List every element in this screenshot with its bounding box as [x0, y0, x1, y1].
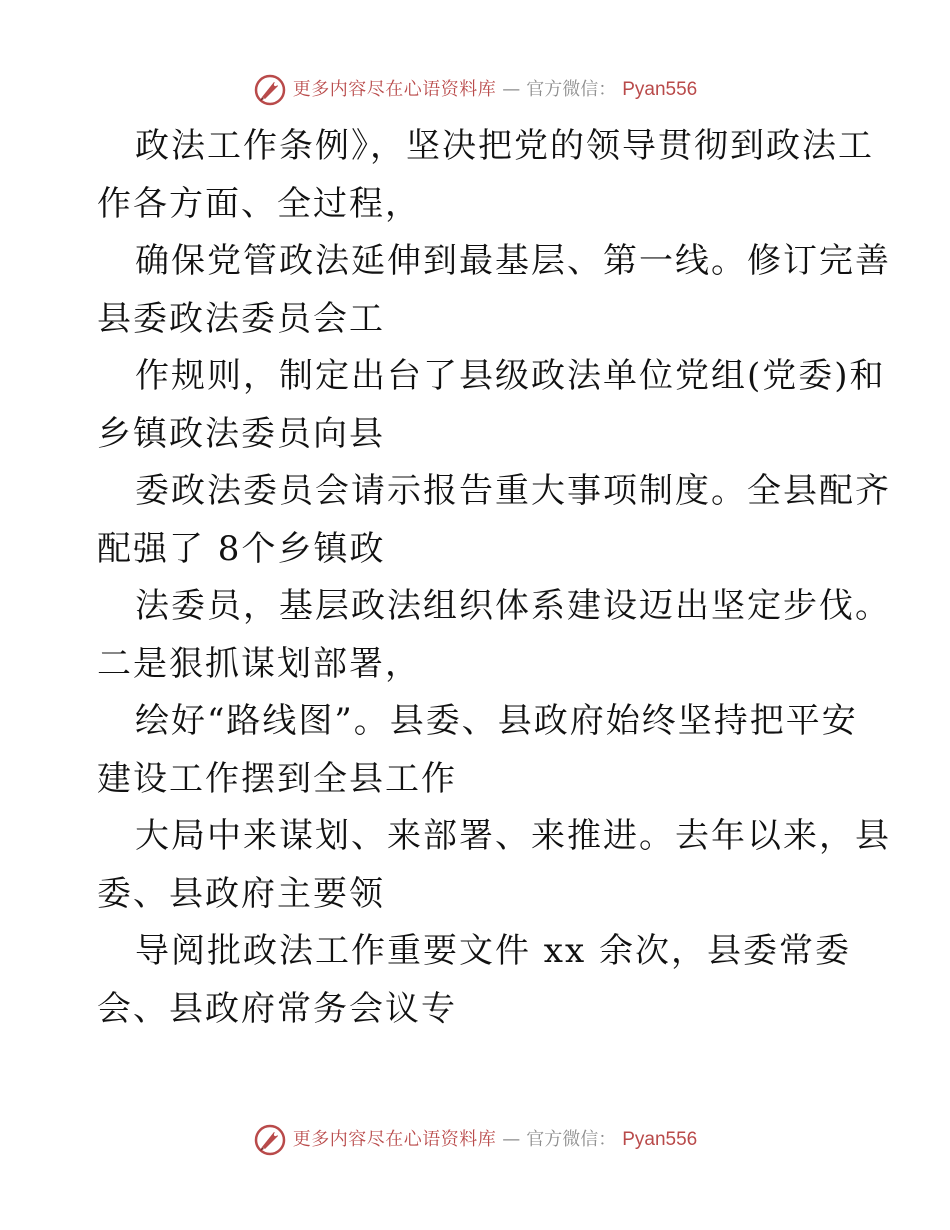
body-line: 确保党管政法延伸到最基层、第一线。修订完善 — [135, 241, 891, 281]
header-banner — [0, 70, 950, 110]
body-line: 作各方面、全过程， — [97, 183, 421, 224]
body-line: 作规则，制定出台了县级政法单位党组(党委)和 — [135, 356, 886, 396]
document-body — [97, 118, 891, 1038]
banner-wechat-id: Pyan556 — [622, 1129, 698, 1150]
body-line: 导阅批政法工作重要文件 xx 余次，县委常委 — [135, 931, 851, 971]
body-line: 绘好“路线图”。县委、县政府始终坚持把平安 — [135, 701, 858, 741]
body-line: 二是狠抓谋划部署， — [97, 643, 421, 684]
pen-nib-logo-icon — [253, 1123, 287, 1157]
banner-wechat-label: 官方微信： — [526, 79, 617, 100]
banner-separator: — — [502, 1129, 521, 1150]
banner-main-text: 更多内容尽在心语资料库 — [292, 79, 497, 100]
body-line: 会、县政府常务会议专 — [97, 988, 457, 1029]
footer-banner — [0, 1120, 950, 1160]
body-line: 大局中来谋划、来部署、来推进。去年以来，县 — [135, 816, 891, 856]
pen-nib-logo-icon — [253, 73, 287, 107]
body-line: 县委政法委员会工 — [97, 298, 385, 339]
body-line: 乡镇政法委员向县 — [97, 413, 385, 454]
body-line: 建设工作摆到全县工作 — [97, 758, 457, 799]
body-line: 法委员，基层政法组织体系建设迈出坚定步伐。 — [135, 586, 891, 626]
banner-wechat-id: Pyan556 — [622, 79, 698, 100]
body-line: 政法工作条例》，坚决把党的领导贯彻到政法工 — [135, 126, 874, 166]
body-line: 委政法委员会请示报告重大事项制度。全县配齐 — [135, 471, 891, 511]
banner-separator: — — [502, 79, 521, 100]
banner-wechat-label: 官方微信： — [526, 1129, 617, 1150]
body-line: 委、县政府主要领 — [97, 873, 385, 914]
body-line: 配强了 8个乡镇政 — [97, 528, 386, 569]
banner-main-text: 更多内容尽在心语资料库 — [292, 1129, 497, 1150]
